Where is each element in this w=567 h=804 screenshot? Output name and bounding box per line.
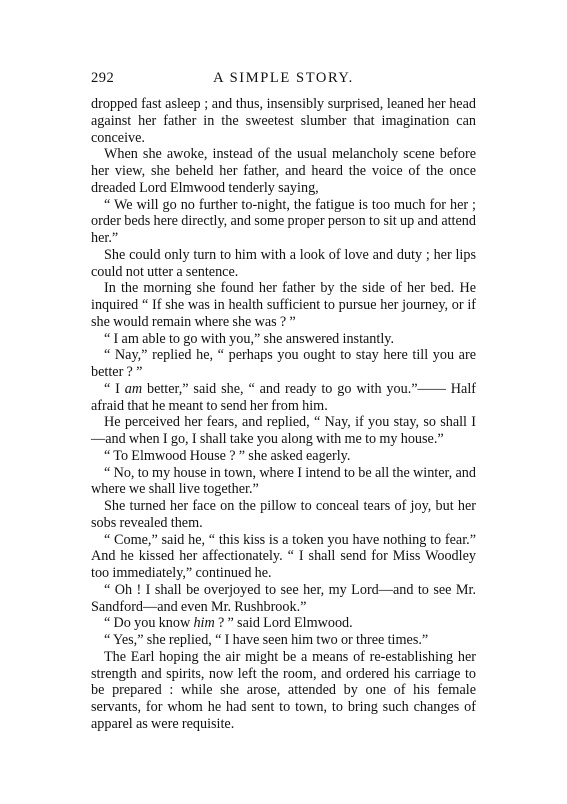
emphasis: am [124, 380, 143, 397]
paragraph: The Earl hoping the air might be a means of re-establishing her strength and spirits, now left the room, and ordered his carriage to be prepared : while she arose, attended by one of his female servants, for whom he had sent to town, to bring such changes of apparel as were requisite. [91, 648, 476, 732]
emphasis: him [193, 615, 215, 632]
paragraph: “ No, to my house in town, where I intend to be all the winter, and where we shall live together.” [91, 464, 476, 498]
paragraph: “ Come,” said he, “ this kiss is a token you have nothing to fear.” And he kissed her affectionately. “ I shall send for Miss Woodley too immediately,” continued he. [91, 531, 476, 581]
paragraph: “ To Elmwood House ? ” she asked eagerly. [104, 447, 351, 464]
paragraph: In the morning she found her father by the side of her bed. He inquired “ If she was in health sufficient to pursue her journey, or if she would remain where she was ? ” [91, 280, 476, 330]
paragraph: “ We will go no further to-night, the fatigue is too much for her ; order beds here directly, and some proper person to sit up and attend her.” [91, 196, 476, 246]
paragraph: dropped fast asleep ; and thus, insensibly surprised, leaned her head against her father in the sweetest slumber that imagination can conceive. [91, 96, 476, 146]
paragraph: He perceived her fears, and replied, “ Nay, if you stay, so shall I—and when I go, I shall take you along with me to my house.” [91, 414, 476, 447]
paragraph: When she awoke, instead of the usual melancholy scene before her view, she beheld her father, and heard the voice of the once dreaded Lord Elmwood tenderly saying, [91, 146, 476, 196]
paragraph: “ I am better,” said she, “ and ready to go with you.”—— Half afraid that he meant to send her from him. [91, 380, 477, 414]
page-number: 292 [91, 70, 115, 86]
running-title: A SIMPLE STORY. [213, 70, 354, 86]
paragraph: “ I am able to go with you,” she answered instantly. [104, 330, 394, 347]
paragraph: “ Oh ! I shall be overjoyed to see her, my Lord—and to see Mr. Sandford—and even Mr. Rushbrook.” [91, 581, 476, 615]
paragraph: She could only turn to him with a look of love and duty ; her lips could not utter a sentence. [91, 246, 476, 280]
paragraph: “ Do you know him ? ” said Lord Elmwood. [104, 615, 353, 632]
paragraph: “ Nay,” replied he, “ perhaps you ought to stay here till you are better ? ” [91, 347, 476, 380]
page-body [91, 96, 476, 733]
paragraph: “ Yes,” she replied, “ I have seen him two or three times.” [104, 632, 429, 648]
paragraph: She turned her face on the pillow to conceal tears of joy, but her sobs revealed them. [91, 498, 476, 531]
page-header [91, 70, 476, 90]
